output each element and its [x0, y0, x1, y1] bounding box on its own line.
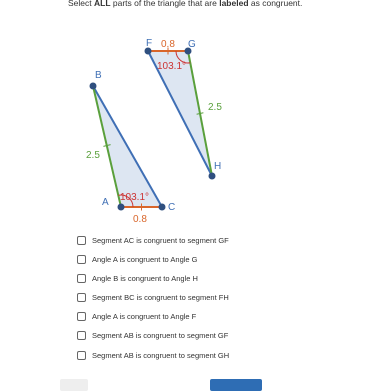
- label-f: F: [146, 38, 153, 49]
- option-label: Segment AC is congruent to segment GF: [92, 235, 229, 245]
- option-label: Segment AB is congruent to segment GF: [92, 331, 229, 341]
- checkbox[interactable]: [77, 255, 86, 264]
- triangle-fgh: [145, 38, 223, 180]
- option-ab-gh[interactable]: [77, 349, 367, 361]
- checkbox[interactable]: [77, 312, 86, 321]
- back-button[interactable]: [60, 379, 88, 391]
- checkbox[interactable]: [77, 236, 86, 245]
- length-ab: 2.5: [86, 150, 100, 161]
- option-ab-gf[interactable]: [77, 330, 367, 342]
- option-bc-fh[interactable]: [77, 292, 367, 304]
- option-angle-a-f[interactable]: [77, 311, 367, 323]
- next-button[interactable]: [210, 379, 262, 391]
- triangle-abc: [86, 70, 175, 225]
- angle-a-measure: 103.1°: [120, 192, 150, 203]
- option-angle-a-g[interactable]: [77, 253, 367, 265]
- option-label: Angle B is congruent to Angle H: [92, 273, 198, 283]
- option-label: Segment BC is congruent to segment FH: [92, 293, 229, 303]
- checkbox[interactable]: [77, 293, 86, 302]
- option-ac-gf[interactable]: [77, 234, 367, 246]
- label-g: G: [188, 39, 196, 50]
- option-label: Angle A is congruent to Angle F: [92, 312, 197, 322]
- answer-options: [77, 234, 367, 368]
- label-h: H: [214, 161, 222, 172]
- option-label: Angle A is congruent to Angle G: [92, 254, 198, 264]
- vertex-a-point: [118, 204, 125, 211]
- checkbox[interactable]: [77, 274, 86, 283]
- checkbox[interactable]: [77, 331, 86, 340]
- vertex-c-point: [159, 204, 166, 211]
- length-fg: 0.8: [161, 39, 175, 50]
- length-ac: 0.8: [133, 214, 147, 225]
- label-a: A: [102, 197, 109, 208]
- label-b: B: [95, 70, 102, 81]
- question-prompt: Select ALL parts of the triangle that are labeled as congruent.: [68, 0, 303, 8]
- label-c: C: [168, 202, 176, 213]
- option-angle-b-h[interactable]: [77, 272, 367, 284]
- angle-g-measure: 103.1°: [157, 61, 187, 72]
- vertex-b-point: [90, 83, 97, 90]
- length-gh: 2.5: [208, 102, 222, 113]
- option-label: Segment AB is congruent to segment GH: [92, 350, 230, 360]
- checkbox[interactable]: [77, 351, 86, 360]
- vertex-h-point: [209, 173, 216, 180]
